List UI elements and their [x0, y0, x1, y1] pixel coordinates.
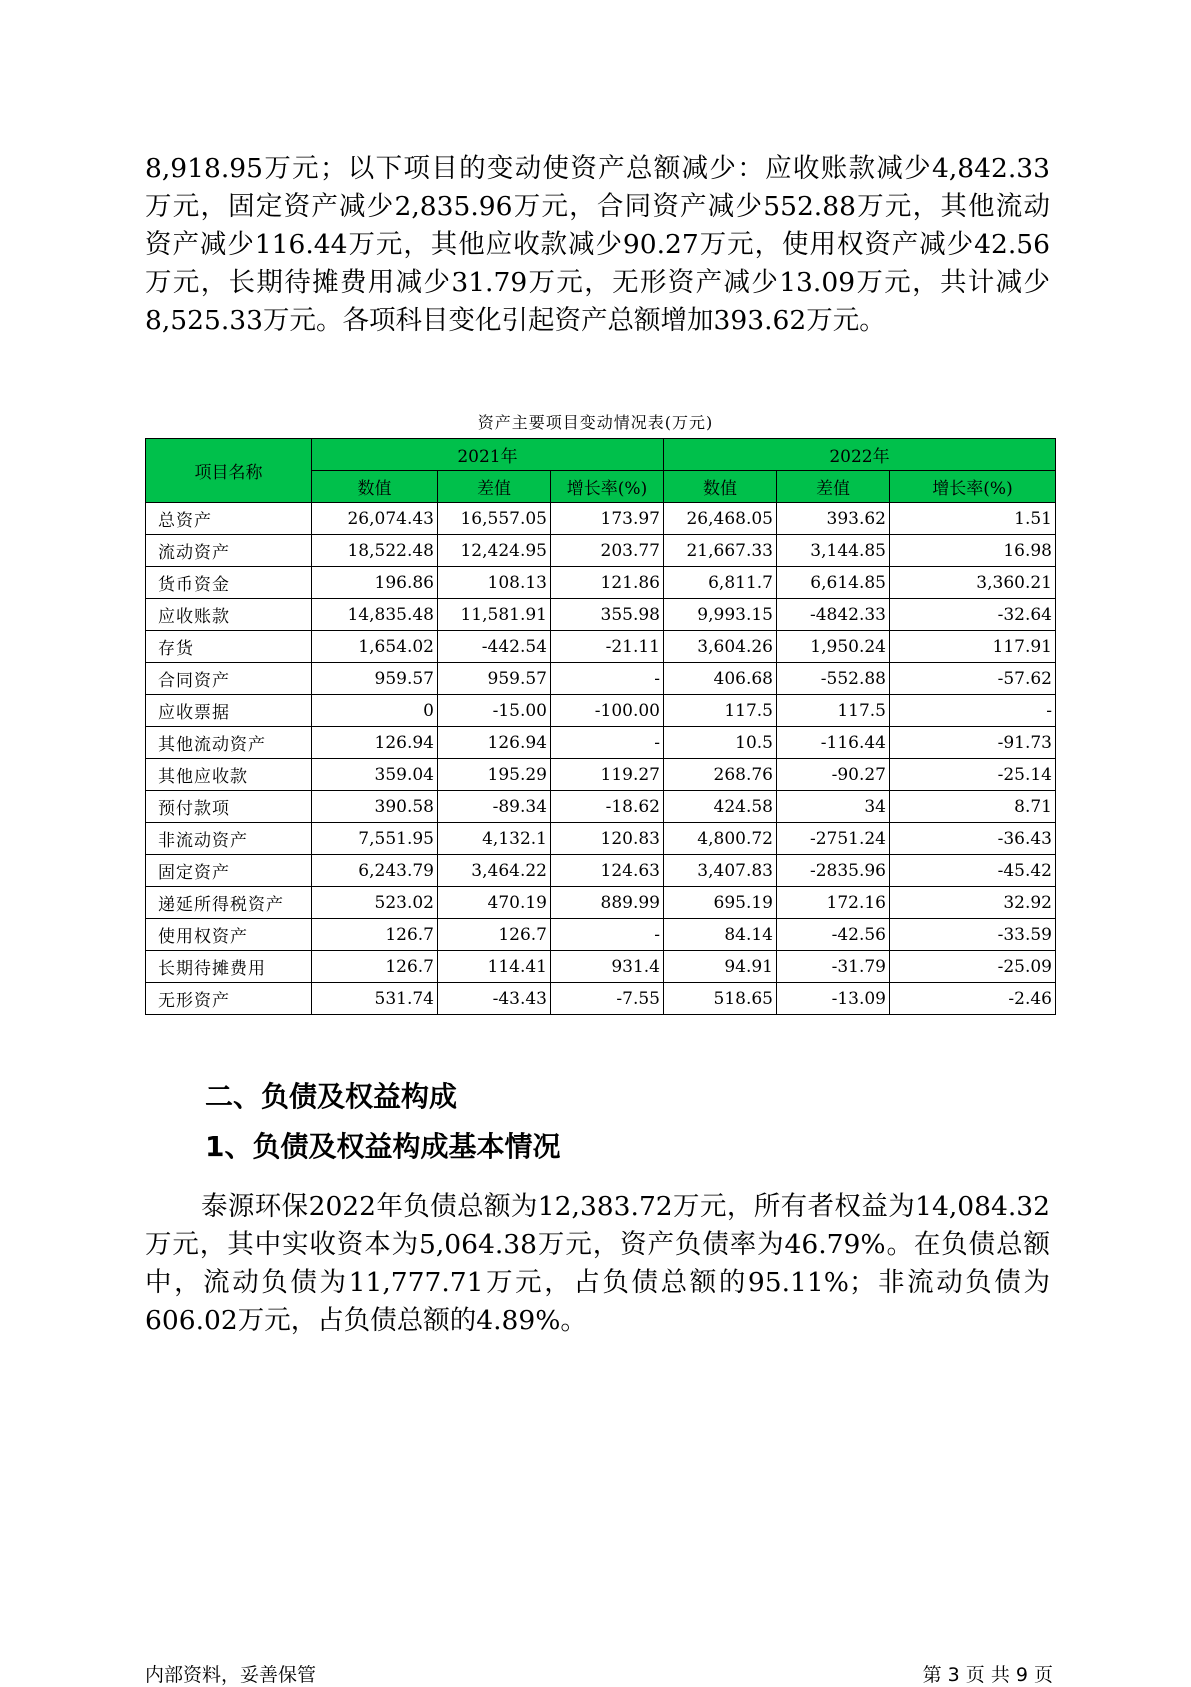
table-cell: -36.43: [890, 823, 1056, 855]
table-cell: -442.54: [438, 631, 551, 663]
table-cell: 121.86: [551, 567, 664, 599]
table-cell: -4842.33: [777, 599, 890, 631]
table-cell: 195.29: [438, 759, 551, 791]
paragraph-line: 万元，其中实收资本为5,064.38万元，资产负债率为46.79%。在负债总额: [145, 1229, 1050, 1260]
table-cell: -42.56: [777, 919, 890, 951]
header-item-name: 项目名称: [146, 439, 312, 503]
paragraph-liabilities: [145, 1188, 1050, 1340]
table-cell: 6,243.79: [312, 855, 438, 887]
table-cell: -90.27: [777, 759, 890, 791]
table-cell: 268.76: [664, 759, 777, 791]
table-cell: 531.74: [312, 983, 438, 1015]
table-cell: 889.99: [551, 887, 664, 919]
table-cell: 117.91: [890, 631, 1056, 663]
table-cell: -25.14: [890, 759, 1056, 791]
table-cell: 126.7: [438, 919, 551, 951]
row-item-name: 总资产: [146, 503, 312, 535]
paragraph-asset-changes: [145, 150, 1050, 340]
table-cell: 196.86: [312, 567, 438, 599]
table-cell: 126.7: [312, 951, 438, 983]
table-cell: 84.14: [664, 919, 777, 951]
table-cell: 931.4: [551, 951, 664, 983]
table-cell: 16,557.05: [438, 503, 551, 535]
paragraph-line: 8,918.95万元；以下项目的变动使资产总额减少：应收账款减少4,842.33: [145, 153, 1050, 184]
paragraph-line: 泰源环保2022年负债总额为12,383.72万元，所有者权益为14,084.32: [201, 1191, 1050, 1222]
table-row: [146, 887, 1056, 919]
table-header: [146, 439, 1056, 503]
table-cell: -18.62: [551, 791, 664, 823]
table-cell: 4,132.1: [438, 823, 551, 855]
table-row: [146, 951, 1056, 983]
asset-change-table: [145, 438, 1056, 1015]
paragraph-line: 8,525.33万元。各项科目变化引起资产总额增加393.62万元。: [145, 305, 886, 336]
table-cell: 3,464.22: [438, 855, 551, 887]
table-cell: 6,614.85: [777, 567, 890, 599]
row-item-name: 递延所得税资产: [146, 887, 312, 919]
table-row: [146, 631, 1056, 663]
table-cell: 3,144.85: [777, 535, 890, 567]
table-cell: -57.62: [890, 663, 1056, 695]
table-cell: 117.5: [777, 695, 890, 727]
header-difference: 差值: [777, 471, 890, 503]
table-cell: 3,407.83: [664, 855, 777, 887]
table-cell: 117.5: [664, 695, 777, 727]
row-item-name: 流动资产: [146, 535, 312, 567]
paragraph-line: 606.02万元，占负债总额的4.89%。: [145, 1305, 587, 1336]
table-row: [146, 567, 1056, 599]
table-cell: -7.55: [551, 983, 664, 1015]
table-row: [146, 759, 1056, 791]
table-cell: -15.00: [438, 695, 551, 727]
table-cell: 12,424.95: [438, 535, 551, 567]
table-cell: 7,551.95: [312, 823, 438, 855]
table-cell: 3,604.26: [664, 631, 777, 663]
table-cell: 114.41: [438, 951, 551, 983]
table-cell: -31.79: [777, 951, 890, 983]
table-cell: 173.97: [551, 503, 664, 535]
table-cell: 11,581.91: [438, 599, 551, 631]
row-item-name: 货币资金: [146, 567, 312, 599]
table-cell: 34: [777, 791, 890, 823]
table-row: [146, 599, 1056, 631]
header-value: 数值: [312, 471, 438, 503]
table-cell: -116.44: [777, 727, 890, 759]
table-cell: 119.27: [551, 759, 664, 791]
table-cell: 126.94: [438, 727, 551, 759]
table-row: [146, 919, 1056, 951]
header-year-2022: 2022年: [664, 439, 1056, 471]
table-cell: -45.42: [890, 855, 1056, 887]
table-cell: -25.09: [890, 951, 1056, 983]
table-caption: 资产主要项目变动情况表(万元): [477, 413, 714, 432]
table-cell: 1.51: [890, 503, 1056, 535]
table-row: [146, 663, 1056, 695]
table-cell: 9,993.15: [664, 599, 777, 631]
paragraph-line: 资产减少116.44万元，其他应收款减少90.27万元，使用权资产减少42.56: [145, 229, 1050, 260]
header-difference: 差值: [438, 471, 551, 503]
table-cell: 172.16: [777, 887, 890, 919]
table-cell: 108.13: [438, 567, 551, 599]
table-cell: 959.57: [312, 663, 438, 695]
row-item-name: 无形资产: [146, 983, 312, 1015]
table-cell: 10.5: [664, 727, 777, 759]
row-item-name: 应收账款: [146, 599, 312, 631]
table-cell: 424.58: [664, 791, 777, 823]
table-cell: 26,074.43: [312, 503, 438, 535]
table-cell: -100.00: [551, 695, 664, 727]
table-cell: 120.83: [551, 823, 664, 855]
table-cell: -: [551, 919, 664, 951]
row-item-name: 预付款项: [146, 791, 312, 823]
table-cell: -2751.24: [777, 823, 890, 855]
table-cell: 124.63: [551, 855, 664, 887]
table-cell: 390.58: [312, 791, 438, 823]
table-cell: 18,522.48: [312, 535, 438, 567]
table-cell: 695.19: [664, 887, 777, 919]
table-cell: -33.59: [890, 919, 1056, 951]
table-cell: 126.7: [312, 919, 438, 951]
header-value: 数值: [664, 471, 777, 503]
row-item-name: 合同资产: [146, 663, 312, 695]
table-row: [146, 823, 1056, 855]
section-heading: 二、负债及权益构成: [205, 1080, 458, 1113]
table-cell: 518.65: [664, 983, 777, 1015]
table-cell: -2835.96: [777, 855, 890, 887]
table-cell: 959.57: [438, 663, 551, 695]
table-cell: 393.62: [777, 503, 890, 535]
table-row: [146, 983, 1056, 1015]
table-cell: 8.71: [890, 791, 1056, 823]
table-row: [146, 535, 1056, 567]
table-cell: -89.34: [438, 791, 551, 823]
table-cell: 359.04: [312, 759, 438, 791]
table-cell: 16.98: [890, 535, 1056, 567]
table-cell: 21,667.33: [664, 535, 777, 567]
row-item-name: 长期待摊费用: [146, 951, 312, 983]
row-item-name: 非流动资产: [146, 823, 312, 855]
table-cell: 14,835.48: [312, 599, 438, 631]
table-cell: -21.11: [551, 631, 664, 663]
table-cell: -: [551, 727, 664, 759]
table-cell: 32.92: [890, 887, 1056, 919]
table-cell: 1,654.02: [312, 631, 438, 663]
header-growth-rate: 增长率(%): [551, 471, 664, 503]
table-row: [146, 695, 1056, 727]
paragraph-line: 中，流动负债为11,777.71万元，占负债总额的95.11%；非流动负债为: [145, 1267, 1050, 1298]
table-cell: -91.73: [890, 727, 1056, 759]
table-row: [146, 727, 1056, 759]
footer-confidential-note: 内部资料，妥善保管: [145, 1664, 317, 1686]
table-row: [146, 855, 1056, 887]
table-cell: -43.43: [438, 983, 551, 1015]
table-cell: 3,360.21: [890, 567, 1056, 599]
table-cell: 94.91: [664, 951, 777, 983]
footer-page-number: 第 3 页 共 9 页: [922, 1664, 1053, 1686]
table-body: [146, 503, 1056, 1015]
row-item-name: 其他流动资产: [146, 727, 312, 759]
table-cell: 203.77: [551, 535, 664, 567]
table-cell: -2.46: [890, 983, 1056, 1015]
table-cell: 0: [312, 695, 438, 727]
table-cell: -552.88: [777, 663, 890, 695]
paragraph-line: 万元，固定资产减少2,835.96万元，合同资产减少552.88万元，其他流动: [145, 191, 1050, 222]
row-item-name: 其他应收款: [146, 759, 312, 791]
table-cell: -: [551, 663, 664, 695]
table-cell: 470.19: [438, 887, 551, 919]
table-cell: -: [890, 695, 1056, 727]
row-item-name: 使用权资产: [146, 919, 312, 951]
table-cell: 6,811.7: [664, 567, 777, 599]
row-item-name: 固定资产: [146, 855, 312, 887]
table-row: [146, 791, 1056, 823]
table-cell: -32.64: [890, 599, 1056, 631]
header-growth-rate: 增长率(%): [890, 471, 1056, 503]
header-year-2021: 2021年: [312, 439, 664, 471]
row-item-name: 存货: [146, 631, 312, 663]
table-cell: 26,468.05: [664, 503, 777, 535]
table-cell: 4,800.72: [664, 823, 777, 855]
table-cell: 406.68: [664, 663, 777, 695]
subsection-heading: 1、负债及权益构成基本情况: [205, 1130, 561, 1163]
table-cell: -13.09: [777, 983, 890, 1015]
table-cell: 1,950.24: [777, 631, 890, 663]
table-row: [146, 503, 1056, 535]
paragraph-line: 万元，长期待摊费用减少31.79万元，无形资产减少13.09万元，共计减少: [145, 267, 1050, 298]
row-item-name: 应收票据: [146, 695, 312, 727]
table-cell: 126.94: [312, 727, 438, 759]
table-cell: 523.02: [312, 887, 438, 919]
table-cell: 355.98: [551, 599, 664, 631]
